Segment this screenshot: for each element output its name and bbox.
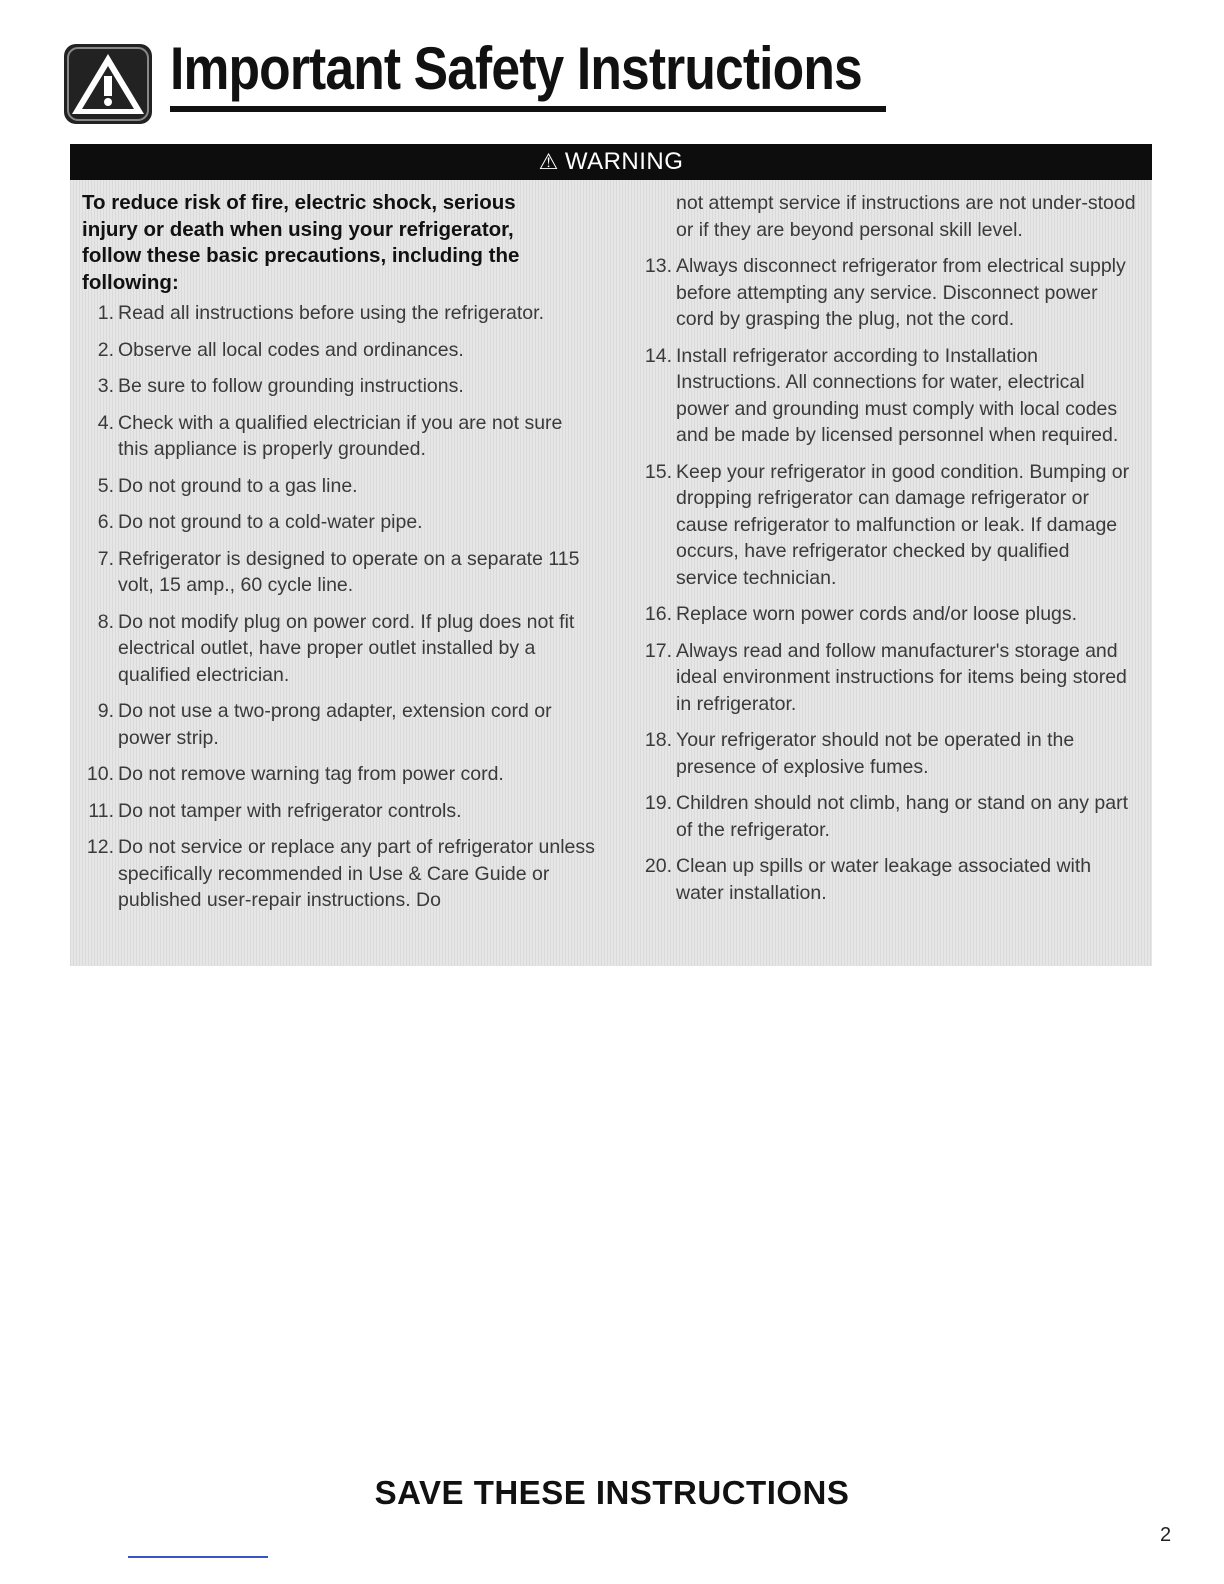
item-number: 14. (644, 344, 672, 367)
item-text: Do not use a two-prong adapter, extension cord or power strip. (118, 700, 552, 749)
item-number: 6. (97, 511, 114, 533)
warning-column-left (78, 190, 598, 924)
item-number: 18. (644, 729, 672, 751)
item-text: Do not service or replace any part of refrigerator unless specifically recommended in Use & Care Guide or published user-repair instructions. Do (118, 836, 595, 911)
item-number: 13. (644, 255, 672, 277)
item-12-continued: not attempt service if instructions are not under-stood or if they are beyond personal skill level. (676, 192, 1136, 241)
item-text: Check with a qualified electrician if you are not sure this appliance is properly grounded. (118, 411, 563, 460)
item-number: 4. (97, 411, 114, 434)
save-instructions-footer: SAVE THESE INSTRUCTIONS (374, 1474, 850, 1511)
list-item (636, 727, 1136, 780)
item-number: 11. (88, 799, 114, 822)
item-number: 12. (86, 836, 114, 858)
warning-column-right (636, 190, 1136, 916)
item-text: Refrigerator is designed to operate on a separate 115 volt, 15 amp., 60 cycle line. (118, 547, 580, 596)
page-title: Important Safety Instructions (170, 35, 862, 102)
item-text: Read all instructions before using the refrigerator. (118, 302, 544, 324)
item-text: Do not ground to a cold-water pipe. (118, 511, 423, 533)
title-underline (170, 106, 886, 112)
item-number: 1. (97, 302, 114, 324)
item-text: Always read and follow manufacturer's storage and ideal environment instructions for items being stored in refrigerator. (676, 639, 1127, 715)
item-text: Do not ground to a gas line. (118, 474, 358, 497)
list-item (78, 798, 598, 825)
item-text: Always disconnect refrigerator from electrical supply before attempting any service. Disconnect power cord by grasping the plug, not the cord. (676, 255, 1126, 330)
item-text: Do not remove warning tag from power cord. (118, 763, 504, 785)
warning-box (70, 144, 1152, 966)
item-number: 10. (86, 763, 114, 785)
item-text: Install refrigerator according to Installation Instructions. All connections for water, electrical power and grounding must comply with local codes and be made by licensed personnel when required. (676, 344, 1119, 446)
list-item (636, 343, 1136, 449)
item-number: 16. (644, 603, 672, 625)
list-item (636, 601, 1136, 628)
item-text: Do not modify plug on power cord. If plug does not fit electrical outlet, have proper outlet installed by a qualified electrician. (118, 610, 575, 686)
warning-icon: ⚠ (538, 149, 559, 174)
item-text: Your refrigerator should not be operated in the presence of explosive fumes. (676, 729, 1075, 778)
list-item (78, 473, 598, 500)
item-text: Do not tamper with refrigerator controls. (118, 799, 462, 822)
footer-divider (128, 1556, 268, 1558)
item-number: 7. (97, 547, 114, 570)
item-text: Clean up spills or water leakage associated with water installation. (676, 855, 1092, 904)
item-number: 17. (644, 639, 672, 662)
list-item (78, 834, 598, 914)
list-item (78, 761, 598, 788)
list-item (636, 790, 1136, 843)
item-text: Be sure to follow grounding instructions. (118, 375, 464, 397)
list-item (636, 638, 1136, 718)
item-text: Replace worn power cords and/or loose plugs. (676, 603, 1078, 625)
warning-triangle-icon (64, 44, 152, 124)
item-number: 8. (97, 610, 114, 633)
item-number: 9. (97, 700, 114, 722)
list-item (78, 410, 598, 463)
item-number: 3. (97, 375, 114, 397)
item-text: Keep your refrigerator in good condition. Bumping or dropping refrigerator can damage refrigerator or cause refrigerator to malfunction or leak. If damage occurs, have refrigerator checked by qualified service technician. (676, 460, 1130, 589)
list-item (636, 853, 1136, 906)
title-row (64, 35, 862, 120)
list-item (636, 253, 1136, 333)
list-item (78, 337, 598, 364)
item-number: 5. (97, 474, 114, 497)
warning-intro: To reduce risk of fire, electric shock, serious injury or death when using your refrigerator, follow these basic precautions, including the following: (82, 191, 520, 294)
page-number: 2 (1160, 1524, 1172, 1546)
item-number: 20. (644, 855, 672, 877)
list-item (78, 373, 598, 400)
item-text: Observe all local codes and ordinances. (118, 338, 464, 361)
list-item (78, 698, 598, 751)
item-number: 15. (644, 460, 672, 483)
list-item (78, 609, 598, 689)
list-item (78, 300, 598, 327)
item-text: Children should not climb, hang or stand on any part of the refrigerator. (676, 792, 1129, 841)
warning-heading: WARNING (564, 148, 684, 175)
list-item (78, 509, 598, 536)
item-number: 19. (644, 792, 672, 814)
list-item (636, 459, 1136, 592)
warning-header (70, 144, 1152, 180)
list-item (78, 546, 598, 599)
item-number: 2. (97, 338, 114, 361)
